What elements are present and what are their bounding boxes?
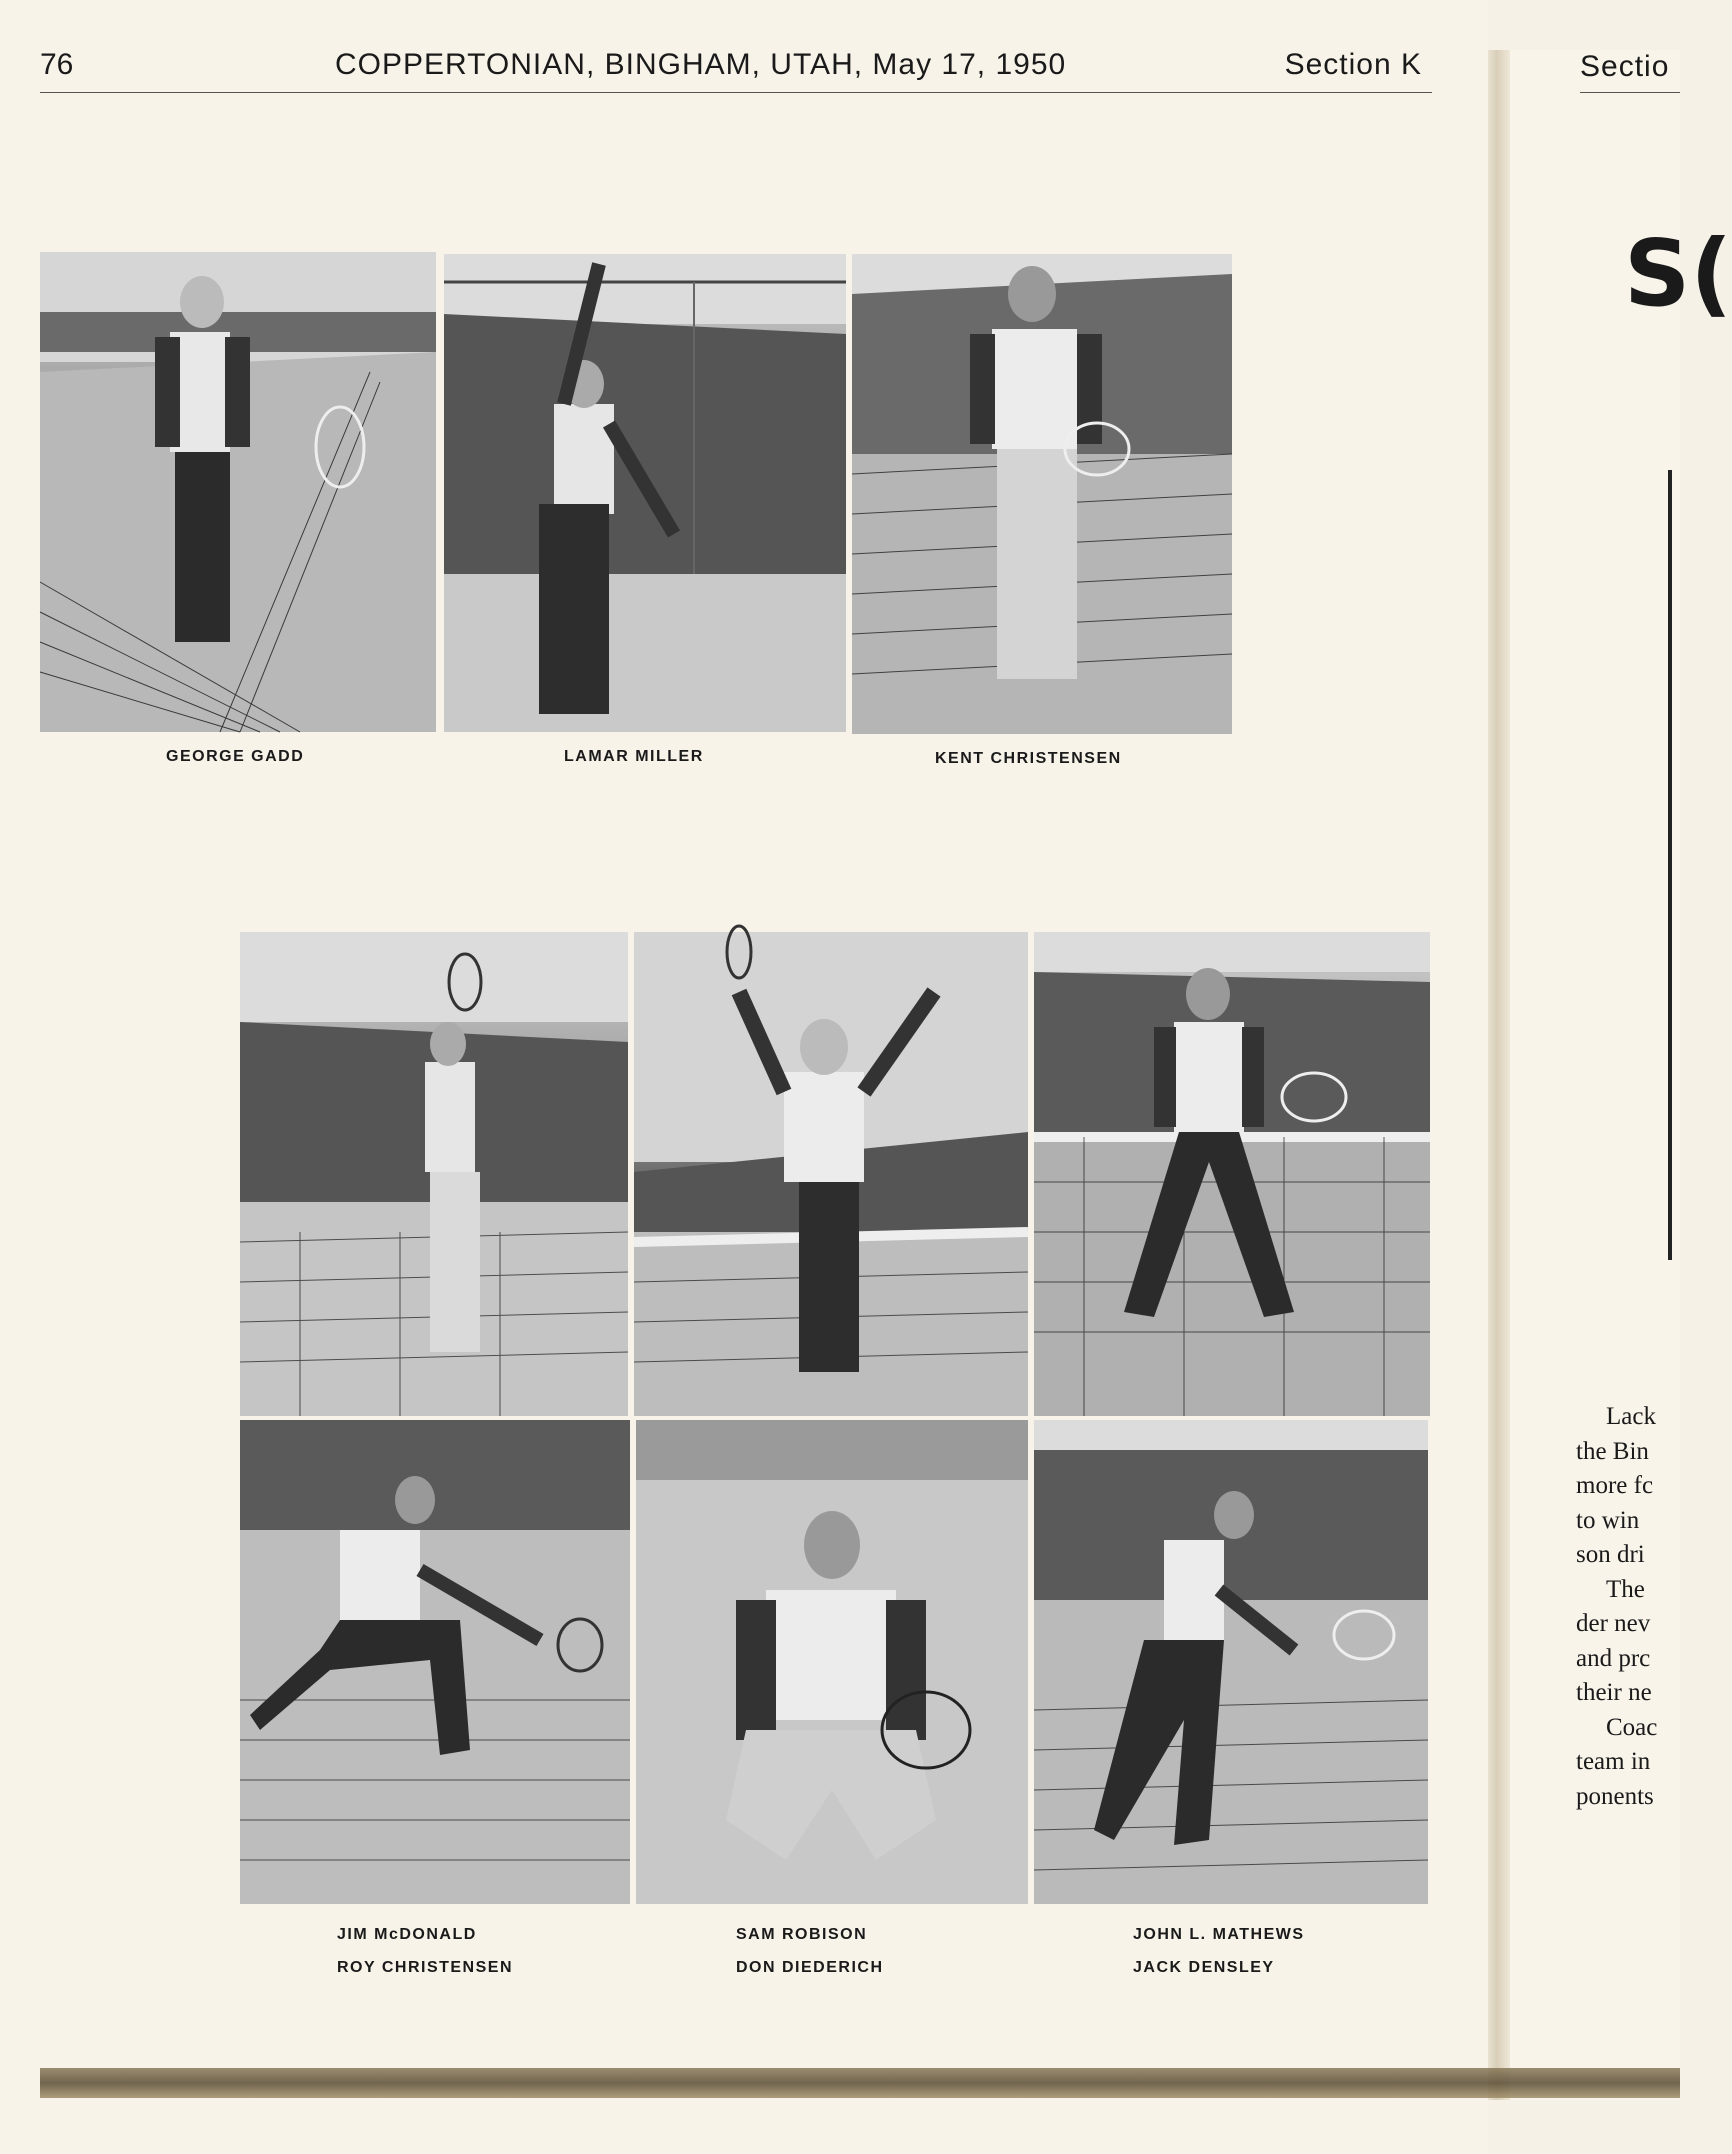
photo-don-diederich xyxy=(240,1420,630,1904)
photo-john-l-mathews xyxy=(636,1420,1028,1904)
right-page-headline: S( xyxy=(1624,220,1732,327)
caption-sam-robison: SAM ROBISON xyxy=(736,1926,868,1943)
caption-jim-mcdonald: JIM McDONALD xyxy=(337,1926,477,1943)
article-line: to win xyxy=(1576,1506,1640,1534)
right-page-article xyxy=(1576,1400,1716,1814)
photo-kent-christensen xyxy=(852,254,1232,734)
right-page-column-rule xyxy=(1668,470,1672,1260)
article-line: The xyxy=(1606,1575,1645,1603)
article-line: their ne xyxy=(1576,1679,1652,1706)
page-bottom-edge xyxy=(40,2068,1680,2098)
caption-john-l-mathews: JOHN L. MATHEWS xyxy=(1133,1926,1305,1943)
photo-george-gadd xyxy=(40,252,436,732)
article-line: the Bin xyxy=(1576,1437,1649,1465)
photo-sam-robison xyxy=(1034,932,1430,1416)
newspaper-title: COPPERTONIAN, BINGHAM, UTAH, May 17, 1950 xyxy=(335,48,1067,81)
caption-george-gadd: GEORGE GADD xyxy=(166,748,305,765)
caption-col-1 xyxy=(337,1918,513,1984)
article-line: ponents xyxy=(1576,1782,1654,1810)
section-label: Section K xyxy=(1284,48,1422,81)
page-header xyxy=(40,48,1432,93)
article-line: Coac xyxy=(1606,1713,1658,1741)
article-line: team in xyxy=(1576,1748,1651,1775)
right-page-edge xyxy=(1510,50,1732,2100)
photo-lamar-miller xyxy=(444,254,846,732)
right-page-rule xyxy=(1580,92,1680,93)
right-page-header: Sectio xyxy=(1580,50,1670,83)
article-line: more fc xyxy=(1576,1472,1654,1499)
article-line: der nev xyxy=(1576,1610,1651,1637)
caption-lamar-miller: LAMAR MILLER xyxy=(564,748,704,765)
caption-jack-densley: JACK DENSLEY xyxy=(1133,1959,1275,1976)
article-line: Lack xyxy=(1606,1403,1656,1430)
caption-kent-christensen: KENT CHRISTENSEN xyxy=(935,750,1122,767)
book-gutter xyxy=(1488,50,1510,2100)
photo-jack-densley xyxy=(1034,1420,1428,1904)
photo-jim-mcdonald xyxy=(240,932,628,1416)
page-number: 76 xyxy=(40,48,74,81)
article-line: son dri xyxy=(1576,1541,1645,1568)
article-line: and prc xyxy=(1576,1644,1651,1672)
caption-roy-christensen: ROY CHRISTENSEN xyxy=(337,1959,514,1976)
photo-roy-christensen xyxy=(634,932,1028,1416)
caption-col-2 xyxy=(736,1918,884,1984)
caption-don-diederich: DON DIEDERICH xyxy=(736,1959,884,1976)
caption-col-3 xyxy=(1133,1918,1305,1984)
